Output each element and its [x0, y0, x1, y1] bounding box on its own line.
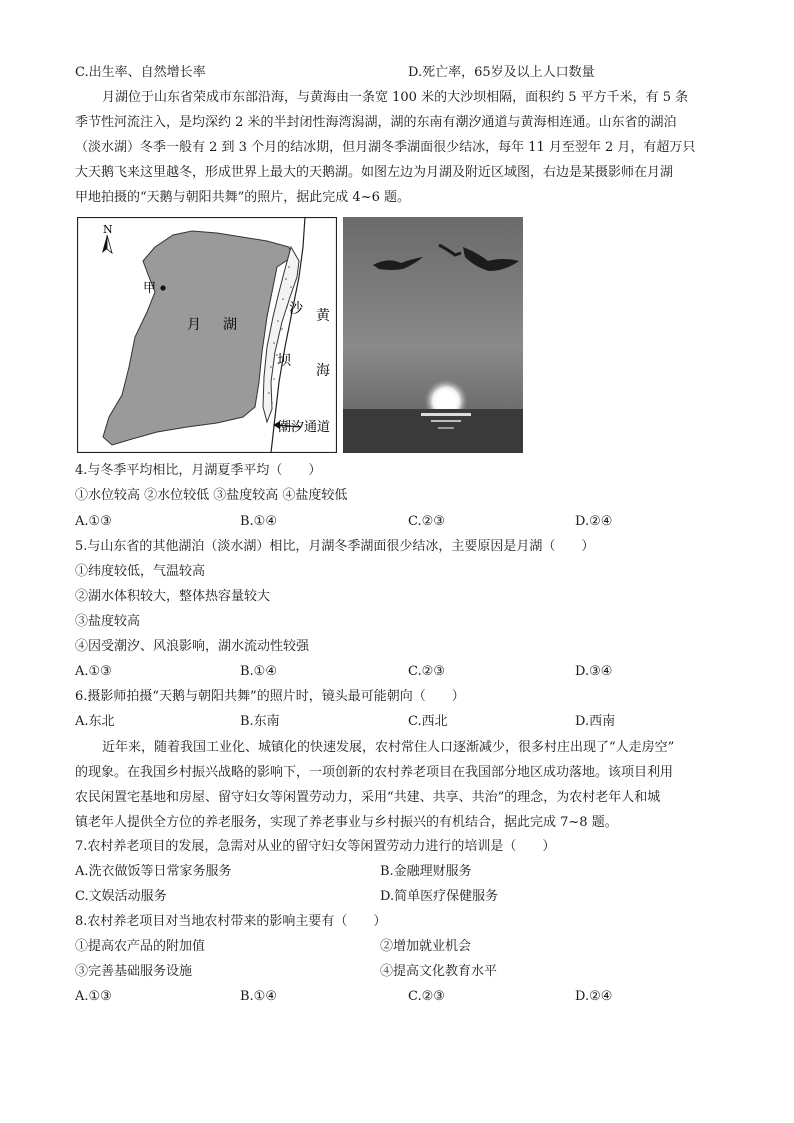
- q8-stem: 8.农村养老项目对当地农村带来的影响主要有（ ）: [75, 914, 387, 929]
- passage-line: 季节性河流注入，是均深约 2 米的半封闭性海湾潟湖，湖的东南有潮汐通道与黄海相连通。山东省的湖泊: [75, 115, 677, 130]
- q4-items: ①水位较高 ②水位较低 ③盐度较高 ④盐度较低: [75, 488, 348, 503]
- q8-option-d[interactable]: D.②④: [575, 989, 613, 1004]
- passage-line: 镇老年人提供全方位的养老服务，实现了养老事业与乡村振兴的有机结合，据此完成 7~8 题。: [75, 815, 618, 830]
- q8-option-a[interactable]: A.①③: [75, 989, 112, 1004]
- q4-option-c[interactable]: C.②③: [408, 514, 445, 529]
- passage-line: 近年来，随着我国工业化、城镇化的快速发展，农村常住人口逐渐减少，很多村庄出现了“人走房空”: [102, 740, 675, 755]
- q6-option-c[interactable]: C.西北: [408, 714, 448, 729]
- sun-reflection: [438, 427, 454, 429]
- q6-option-d[interactable]: D.西南: [575, 714, 616, 729]
- yuehu-map: [77, 217, 337, 453]
- q8-option-b[interactable]: B.①④: [240, 989, 277, 1004]
- q8-option-c[interactable]: C.②③: [408, 989, 445, 1004]
- q4-option-b[interactable]: B.①④: [240, 514, 277, 529]
- q4-option-a[interactable]: A.①③: [75, 514, 112, 529]
- q5-item-2: ②湖水体积较大，整体热容量较大: [75, 589, 271, 604]
- lake-label-2: 湖: [223, 317, 237, 333]
- q6-option-b[interactable]: B.东南: [240, 714, 280, 729]
- north-label: N: [103, 223, 113, 236]
- q8-item-1: ①提高农产品的附加值: [75, 939, 206, 954]
- point-jia-label: 甲: [143, 281, 157, 296]
- q7-option-d[interactable]: D.简单医疗保健服务: [380, 889, 499, 904]
- q6-option-a[interactable]: A.东北: [75, 714, 115, 729]
- channel-label: 潮汐通道: [277, 420, 330, 435]
- sun-reflection: [421, 413, 471, 416]
- passage-line: 甲地拍摄的“天鹅与朝阳共舞”的照片，据此完成 4~6 题。: [75, 190, 410, 205]
- prev-option-d: D.死亡率，65岁及以上人口数量: [408, 65, 595, 80]
- q8-item-2: ②增加就业机会: [380, 939, 472, 954]
- q7-option-b[interactable]: B.金融理财服务: [380, 864, 472, 879]
- q5-option-a[interactable]: A.①③: [75, 664, 112, 679]
- q7-stem: 7.农村养老项目的发展，急需对从业的留守妇女等闲置劳动力进行的培训是（ ）: [75, 839, 556, 854]
- sea-label-2: 海: [316, 363, 330, 379]
- passage-line: （淡水湖）冬季一般有 2 到 3 个月的结冰期，但月湖冬季湖面很少结冰，每年 11 月至翌年 2 月，有超万只: [75, 140, 696, 155]
- q5-option-b[interactable]: B.①④: [240, 664, 277, 679]
- prev-option-c: C.出生率、自然增长率: [75, 65, 206, 80]
- passage-line: 农民闲置宅基地和房屋、留守妇女等闲置劳动力，采用“共建、共享、共治”的理念，为农村老年人和城: [75, 790, 661, 805]
- sun-core: [435, 390, 457, 412]
- q5-item-3: ③盐度较高: [75, 614, 141, 629]
- q8-item-4: ④提高文化教育水平: [380, 964, 498, 979]
- bar-label-2: 坝: [277, 353, 291, 369]
- swan-sunrise-photo: [343, 217, 523, 453]
- bar-label-1: 沙: [289, 301, 303, 317]
- passage-line: 大天鹅飞来这里越冬，形成世界上最大的天鹅湖。如图左边为月湖及附近区域图，右边是某摄影师在月湖: [75, 165, 674, 180]
- q4-stem: 4.与冬季平均相比，月湖夏季平均（ ）: [75, 463, 322, 478]
- passage-line: 月湖位于山东省荣成市东部沿海，与黄海由一条宽 100 米的大沙坝相隔，面积约 5 平方千米，有 5 条: [102, 90, 689, 105]
- passage-line: 的现象。在我国乡村振兴战略的影响下，一项创新的农村养老项目在我国部分地区成功落地。该项目利用: [75, 765, 674, 780]
- point-jia-marker: [160, 285, 165, 290]
- q6-stem: 6.摄影师拍摄“天鹅与朝阳共舞”的照片时，镜头最可能朝向（ ）: [75, 689, 465, 704]
- q5-option-c[interactable]: C.②③: [408, 664, 445, 679]
- q5-item-4: ④因受潮汐、风浪影响，湖水流动性较强: [75, 639, 310, 654]
- q5-item-1: ①纬度较低，气温较高: [75, 564, 206, 579]
- q5-option-d[interactable]: D.③④: [575, 664, 613, 679]
- q4-option-d[interactable]: D.②④: [575, 514, 613, 529]
- sea-label-1: 黄: [316, 308, 330, 324]
- q7-option-c[interactable]: C.文娱活动服务: [75, 889, 167, 904]
- q7-option-a[interactable]: A.洗衣做饭等日常家务服务: [75, 864, 232, 879]
- q8-item-3: ③完善基础服务设施: [75, 964, 193, 979]
- lake-label-1: 月: [187, 317, 201, 333]
- q5-stem: 5.与山东省的其他湖泊（淡水湖）相比，月湖冬季湖面很少结冰，主要原因是月湖（ ）: [75, 539, 595, 554]
- sun-reflection: [431, 420, 461, 422]
